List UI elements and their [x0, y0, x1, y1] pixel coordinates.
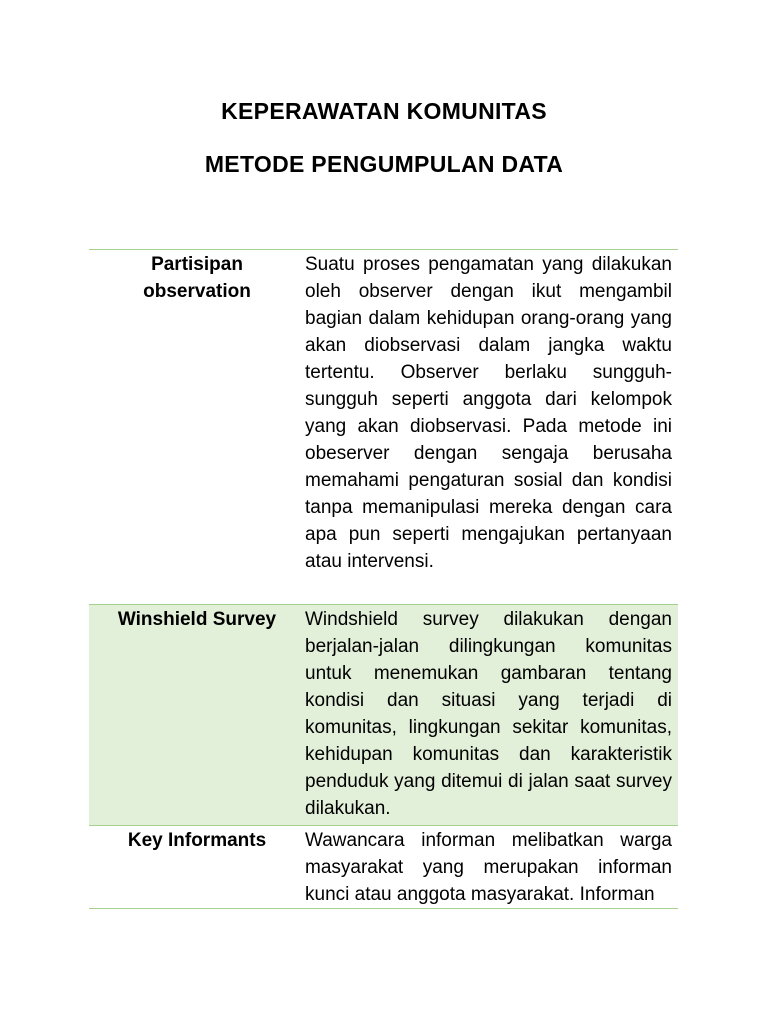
term-label: Partisipan observation: [143, 254, 251, 302]
description-cell: Wawancara informan melibatkan warga masyarakat yang merupakan informan kunci atau anggota masyarakat. Informan: [305, 830, 672, 905]
term-label: Winshield Survey: [117, 609, 277, 630]
term-label: Key Informants: [127, 830, 267, 851]
term-cell: [89, 826, 297, 909]
table-row-winshield-survey: [89, 605, 678, 826]
description-cell: Windshield survey dilakukan dengan berjalan-jalan dilingkungan komunitas untuk menemukan gambaran tentang kondisi dan situasi yang terjadi di komunitas, lingkungan sekitar komunitas, kehidupan komunitas dan karakteristik penduduk yang ditemui di jalan saat survey dilakukan.: [305, 609, 672, 819]
table-row-key-informants: [89, 826, 678, 909]
term-cell: [89, 250, 297, 605]
table-row-partisipan-observation: [89, 250, 678, 605]
methods-table: [89, 249, 678, 909]
description-cell: Suatu proses pengamatan yang dilakukan oleh observer dengan ikut mengambil bagian dalam kehidupan orang-orang yang akan diobservasi dalam jangka waktu tertentu. Observer berlaku sungguh- sungguh seperti anggota dari kelompok yang akan diobservasi. Pada metode ini obeserver dengan sengaja berusaha memahami pengaturan sosial dan kondisi tanpa memanipulasi mereka dengan cara apa pun seperti mengajukan pertanyaan atau intervensi.: [305, 254, 672, 572]
document-title: KEPERAWATAN KOMUNITAS: [221, 98, 547, 124]
term-cell: [89, 605, 297, 826]
document-subtitle: METODE PENGUMPULAN DATA: [204, 151, 564, 177]
